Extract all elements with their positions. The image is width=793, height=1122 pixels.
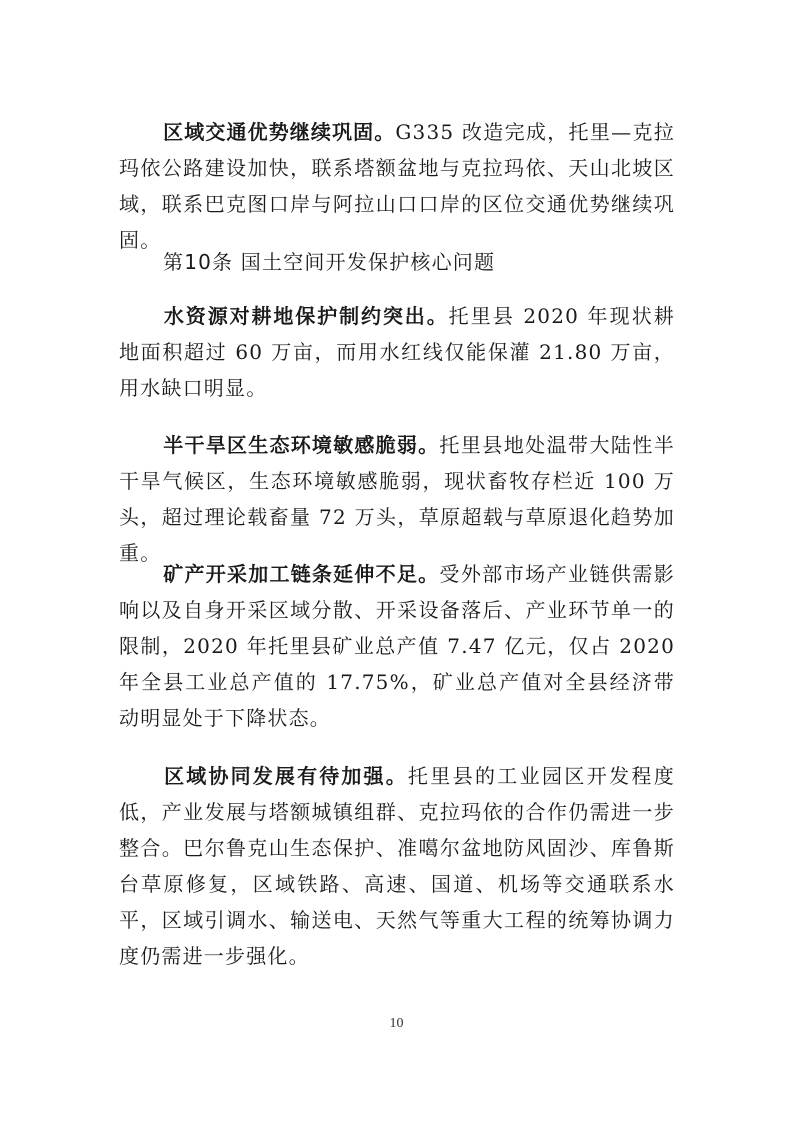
paragraph-body: 托里县 2020 年现状耕地面积超过 60 万亩，而用水红线仅能保灌 21.80 万亩，用水缺口明显。: [119, 304, 676, 400]
paragraph-water-resources: [119, 298, 675, 406]
paragraph-regional-cooperation: [119, 758, 675, 974]
paragraph-body: 受外部市场产业链供需影响以及自身开采区域分散、开采设备落后、产业环节单一的限制，2020 年托里县矿业总产值 7.47 亿元，仅占 2020 年全县工业总产值的 17.75%，矿业总产值对全县经济带动明显处于下降状态。: [119, 562, 676, 730]
paragraph-body: 托里县的工业园区开发程度低，产业发展与塔额城镇组群、克拉玛依的合作仍需进一步整合。巴尔鲁克山生态保护、准噶尔盆地防风固沙、库鲁斯台草原修复，区域铁路、高速、国道、机场等交通联系水平，区域引调水、输送电、天然气等重大工程的统筹协调力度仍需进一步强化。: [119, 764, 675, 968]
paragraph-body: G335 改造完成，托里—克拉玛依公路建设加快，联系塔额盆地与克拉玛依、天山北坡区域，联系巴克图口岸与阿拉山口口岸的区位交通优势继续巩固。: [119, 120, 675, 252]
paragraph-lead: 半干旱区生态环境敏感脆弱。: [163, 433, 440, 457]
paragraph-lead: 区域协同发展有待加强。: [163, 764, 408, 788]
paragraph-lead: 区域交通优势继续巩固。: [163, 120, 396, 144]
page-number: 10: [389, 1016, 404, 1031]
paragraph-lead: 矿产开采加工链条延伸不足。: [163, 562, 440, 586]
paragraph-ecology: [119, 427, 675, 571]
paragraph-regional-transport: [119, 114, 675, 258]
paragraph-mining: [119, 556, 675, 736]
paragraph-body: 托里县地处温带大陆性半干旱气候区，生态环境敏感脆弱，现状畜牧存栏近 100 万头，超过理论载畜量 72 万头，草原超载与草原退化趋势加重。: [119, 433, 676, 565]
paragraph-lead: 水资源对耕地保护制约突出。: [163, 304, 449, 328]
article-heading: 第10条 国土空间开发保护核心问题: [163, 250, 496, 274]
